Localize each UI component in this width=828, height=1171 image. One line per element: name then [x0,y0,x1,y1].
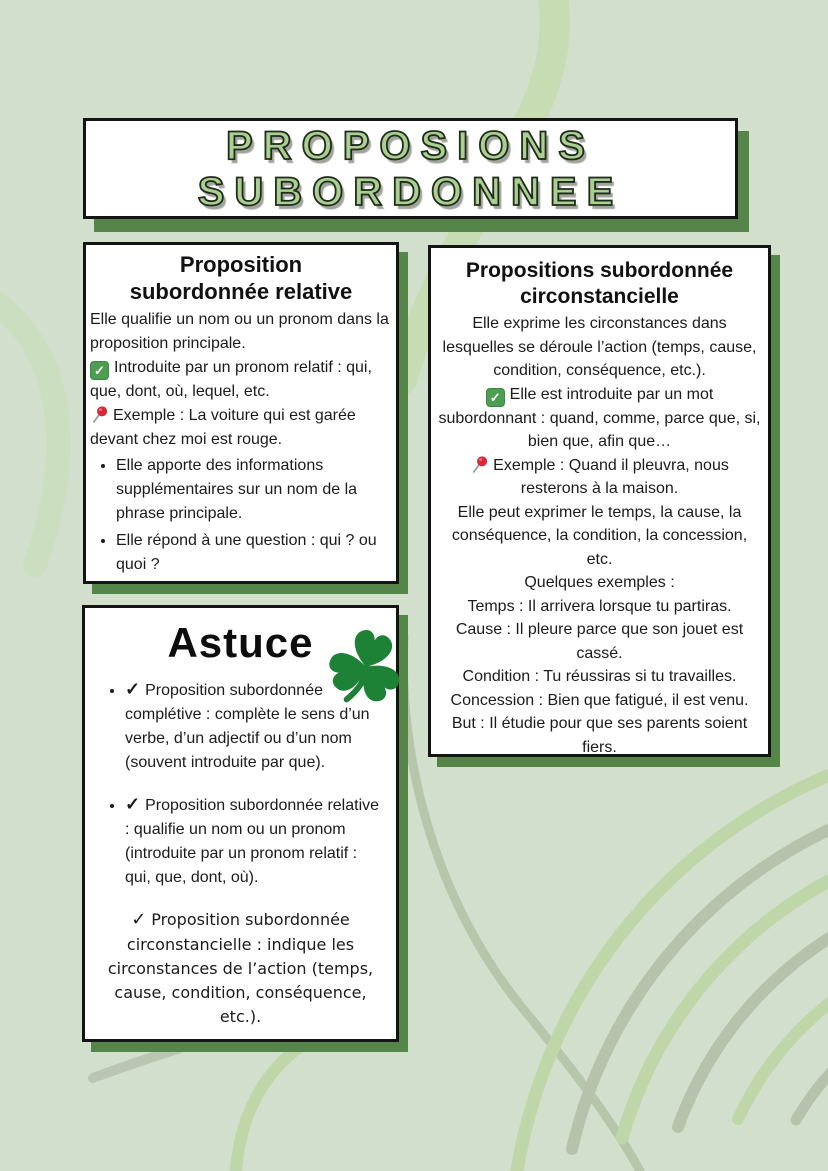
astuce-item-relative-text: Proposition subordonnée relative : qualifie un nom ou un pronom (introduite par un pronom relatif : qui, que, dont, où). [125,797,380,886]
astuce-item-circumstantial [101,906,380,1029]
checkmark-icon: ✓ [131,909,147,930]
relative-heading-line-2: subordonnée relative [129,279,353,304]
circumstantial-clause-card [428,245,771,757]
examples-heading: Quelques exemples : [524,574,675,592]
astuce-item-relative [125,791,386,890]
relative-intro-text: Elle qualifie un nom ou un pronom dans la proposition principale. [90,311,389,352]
example-but: But : Il étudie pour que ses parents soient fiers. [451,715,748,756]
example-temps: Temps : Il arrivera lorsque tu partiras. [467,597,732,615]
relative-bullet-2: • Elle répond à une question : qui ? ou quoi ? [116,529,392,577]
example-cause: Cause : Il pleure parce que son jouet est cassé. [455,621,744,662]
astuce-heading: Astuce [167,619,314,666]
circumstantial-check-text: Elle est introduite par un mot subordonnant : quand, comme, parce que, si, bien que, afin que… [438,385,761,451]
relative-example-line [90,404,392,452]
circumstantial-check-line [438,383,761,454]
circumstantial-heading [438,258,761,310]
astuce-card [82,605,399,1042]
example-condition: Condition : Tu réussiras si tu travailles. [462,668,737,686]
relative-check-line [90,356,392,404]
relative-check-text: Introduite par un pronom relatif : qui, que, dont, où, lequel, etc. [90,359,372,401]
pushpin-icon [470,454,490,474]
main-title-line-2: SUBORDONNEE [197,169,624,214]
circumstantial-heading-line-1: Propositions subordonnée [465,259,734,282]
shamrock-icon [324,616,408,716]
circumstantial-paragraph: Elle peut exprimer le temps, la cause, la conséquence, la condition, la concession, etc. [451,503,748,568]
relative-clause-card [83,242,399,584]
relative-example-text: Exemple : La voiture qui est garée devant chez moi est rouge. [90,407,356,449]
pushpin-icon [90,404,110,424]
circumstantial-intro-text: Elle exprime les circonstances dans lesquelles se déroule l’action (temps, cause, condition, conséquence, etc.). [442,315,757,380]
relative-heading-line-1: Proposition [179,252,303,277]
circumstantial-example-line [438,454,761,501]
relative-clause-heading [90,251,392,305]
green-checkbox-icon: ✓ [486,388,505,407]
relative-bullet-list [90,454,392,577]
checkmark-icon: ✓ [125,679,141,699]
checkmark-icon: ✓ [125,794,141,814]
astuce-item-completive-text: Proposition subordonnée complétive : complète le sens d’un verbe, d’un adjectif ou d’un nom (souvent introduite par que). [125,682,370,771]
example-concession: Concession : Bien que fatigué, il est venu. [450,691,749,709]
circumstantial-heading-line-2: circonstancielle [520,285,679,308]
relative-bullet-1: • Elle apporte des informations supplémentaires sur un nom de la phrase principale. [116,454,392,526]
circumstantial-example-text: Exemple : Quand il pleuvra, nous resterons à la maison. [493,456,729,498]
main-title-line-1: PROPOSIONS [226,123,595,168]
main-title-banner [83,118,738,219]
green-checkbox-icon: ✓ [90,361,109,380]
astuce-item-circumstantial-text: Proposition subordonnée circonstancielle : indique les circonstances de l’action (temps, cause, condition, conséquence, etc.). [107,910,374,1026]
